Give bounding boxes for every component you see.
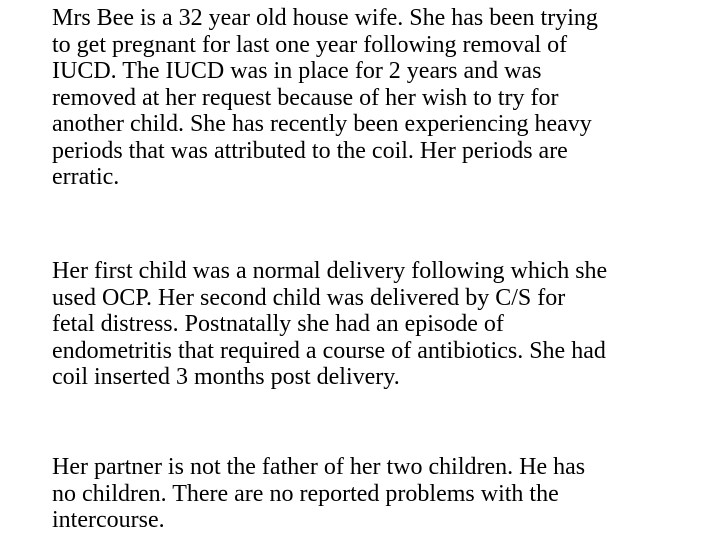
- text-line: no children. There are no reported problems with the: [52, 480, 559, 507]
- paragraph-history: [52, 5, 712, 191]
- paragraph-obstetric-history: [52, 258, 712, 391]
- text-line: Her partner is not the father of her two children. He has: [52, 454, 586, 480]
- paragraph-partner-history: [52, 454, 712, 534]
- text-line: intercourse.: [52, 507, 165, 533]
- text-line: another child. She has recently been experiencing heavy: [52, 111, 592, 137]
- text-line: used OCP. Her second child was delivered by C/S for: [52, 284, 566, 311]
- text-line: Her first child was a normal delivery following which she: [52, 258, 608, 284]
- text-line: coil inserted 3 months post delivery.: [52, 364, 400, 390]
- text-line: to get pregnant for last one year following removal of: [52, 31, 568, 58]
- text-line: erratic.: [52, 164, 120, 190]
- text-line: IUCD. The IUCD was in place for 2 years and was: [52, 58, 542, 84]
- text-line: Mrs Bee is a 32 year old house wife. She has been trying: [52, 5, 598, 31]
- text-line: fetal distress. Postnatally she had an episode of: [52, 311, 504, 337]
- text-line: endometritis that required a course of antibiotics. She had: [52, 337, 606, 364]
- text-line: removed at her request because of her wish to try for: [52, 84, 559, 111]
- text-line: periods that was attributed to the coil. Her periods are: [52, 137, 568, 164]
